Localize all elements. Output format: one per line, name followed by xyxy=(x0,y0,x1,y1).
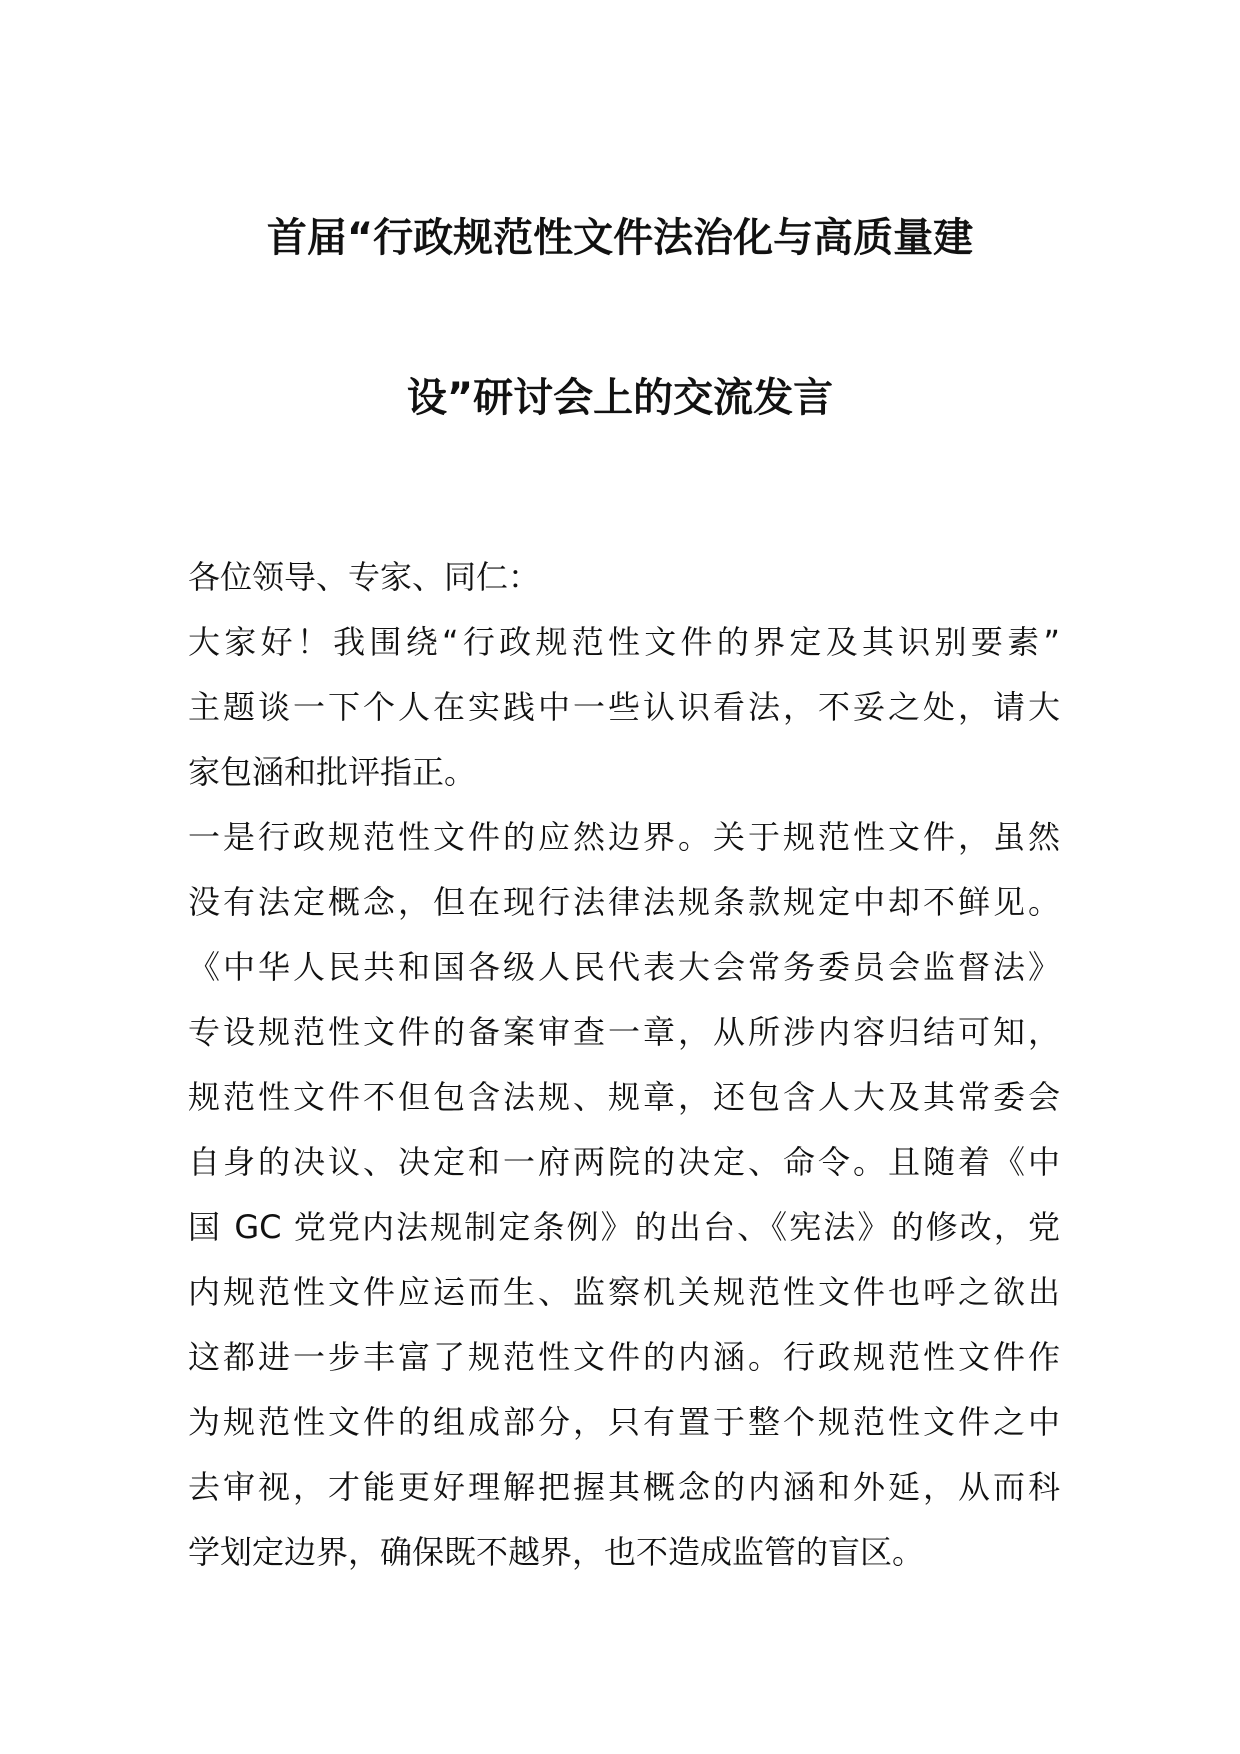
greeting-line: 各位领导、专家、同仁： xyxy=(188,558,541,596)
paragraph-2-line-2: 没有法定概念，但在现行法律法规条款规定中却不鲜见。 xyxy=(188,883,1060,921)
paragraph-2-line-8: 内规范性文件应运而生、监察机关规范性文件也呼之欲出 xyxy=(188,1273,1060,1311)
paragraph-1-line-3: 家包涵和批评指正。 xyxy=(188,753,477,791)
paragraph-2-line-7: 国 GC 党党内法规制定条例》的出台、《宪法》的修改，党 xyxy=(188,1208,1060,1246)
title-line-1: 首届“行政规范性文件法治化与高质量建 xyxy=(266,215,974,261)
paragraph-2-line-6: 自身的决议、决定和一府两院的决定、命令。且随着《中 xyxy=(188,1143,1060,1181)
paragraph-2-line-1: 一是行政规范性文件的应然边界。关于规范性文件，虽然 xyxy=(188,818,1060,856)
document-title xyxy=(180,198,1060,518)
paragraph-2-line-9: 这都进一步丰富了规范性文件的内涵。行政规范性文件作 xyxy=(188,1338,1060,1376)
paragraph-1-line-2: 主题谈一下个人在实践中一些认识看法，不妥之处，请大 xyxy=(188,688,1060,726)
paragraph-2-line-12: 学划定边界，确保既不越界，也不造成监管的盲区。 xyxy=(188,1533,925,1571)
paragraph-2-line-4: 专设规范性文件的备案审查一章，从所涉内容归结可知， xyxy=(188,1013,1060,1051)
paragraph-2-line-3: 《中华人民共和国各级人民代表大会常务委员会监督法》 xyxy=(188,948,1060,986)
paragraph-2-line-10: 为规范性文件的组成部分，只有置于整个规范性文件之中 xyxy=(188,1403,1060,1441)
paragraph-2-line-11: 去审视，才能更好理解把握其概念的内涵和外延，从而科 xyxy=(188,1468,1060,1506)
paragraph-2-line-5: 规范性文件不但包含法规、规章，还包含人大及其常委会 xyxy=(188,1078,1060,1116)
paragraph-1-line-1: 大家好！我围绕“行政规范性文件的界定及其识别要素” xyxy=(188,623,1060,661)
title-line-2: 设”研讨会上的交流发言 xyxy=(406,375,834,421)
document-body xyxy=(188,545,1060,1585)
